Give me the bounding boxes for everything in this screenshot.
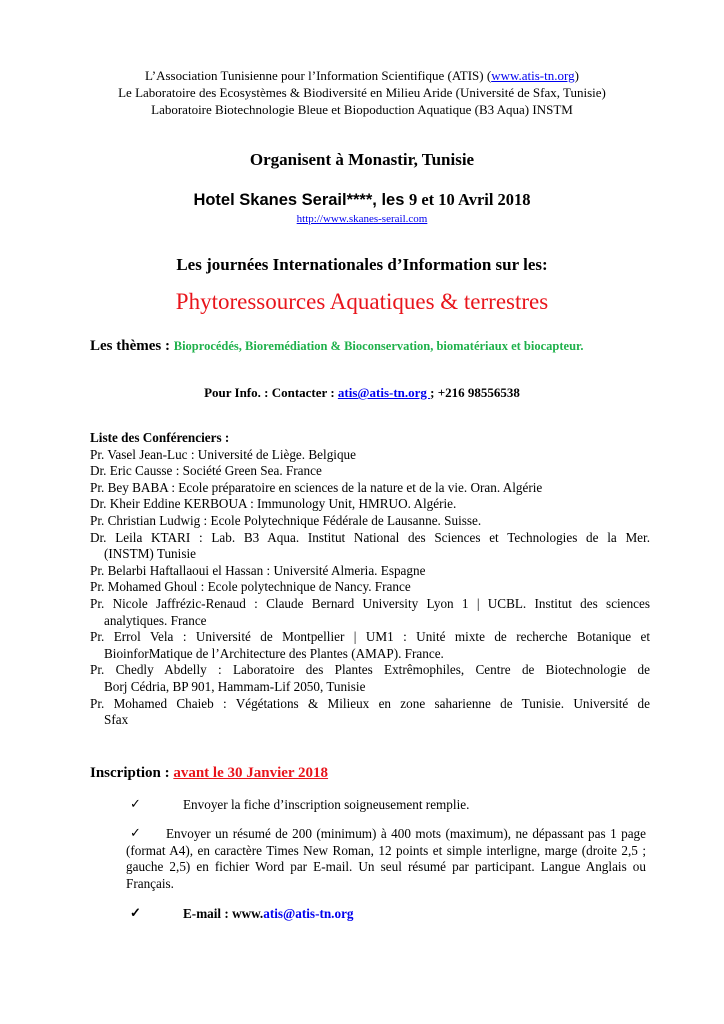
themes-line: Les thèmes : Bioprocédés, Bioremédiation & Bioconservation, biomatériaux et biocapteur. bbox=[90, 338, 584, 354]
speaker-item-continuation: Sfax bbox=[104, 712, 129, 728]
header-line-atis: L’Association Tunisienne pour l’Information Scientifique (ATIS) (www.atis-tn.org) bbox=[145, 68, 579, 83]
header-line-b3aqua: Laboratoire Biotechnologie Bleue et Biopoduction Aquatique (B3 Aqua) INSTM bbox=[151, 102, 573, 117]
speaker-item-continuation: analytiques. France bbox=[104, 612, 207, 628]
event-title: Phytoressources Aquatiques & terrestres bbox=[175, 289, 549, 314]
check-icon: ✓ bbox=[130, 905, 141, 920]
speaker-item: Pr. Christian Ludwig : Ecole Polytechnique Fédérale de Lausanne. Suisse. bbox=[90, 512, 482, 528]
speaker-item: Pr. Chedly Abdelly : Laboratoire des Plantes Extrêmophiles, Centre de Biotechnologie de bbox=[90, 662, 650, 678]
speaker-item: Dr. Eric Causse : Société Green Sea. France bbox=[90, 463, 322, 479]
inscription-email-link[interactable]: atis@atis-tn.org bbox=[263, 906, 354, 921]
atis-website-link[interactable]: www.atis-tn.org bbox=[491, 68, 575, 83]
speaker-item-continuation: BioinforMatique de l’Architecture des Plantes (AMAP). France. bbox=[104, 645, 444, 661]
speaker-item: Pr. Mohamed Ghoul : Ecole polytechnique de Nancy. France bbox=[90, 579, 411, 595]
hotel-heading: Hotel Skanes Serail****, les 9 et 10 Avril 2018 bbox=[193, 190, 531, 209]
inscription-bullet-2: Envoyer un résumé de 200 (minimum) à 400 mots (maximum), ne dépassant pas 1 page (format A4), en caractère Times New Roman, 12 points et simple interligne, marge (droite 2,5 ; gauche 2,5) en fichier Word par E-mail. Un seul résumé par participant. Langue Anglais ou Français. bbox=[126, 826, 646, 891]
speaker-item-continuation: Borj Cédria, BP 901, Hammam-Lif 2050, Tunisie bbox=[104, 678, 366, 694]
speaker-item: Pr. Vasel Jean-Luc : Université de Liège. Belgique bbox=[90, 446, 356, 462]
contact-line: Pour Info. : Contacter : atis@atis-tn.org ; +216 98556538 bbox=[204, 385, 520, 400]
speaker-item: Dr. Kheir Eddine KERBOUA : Immunology Unit, HMRUO. Algérie. bbox=[90, 496, 457, 512]
check-icon: ✓ bbox=[130, 796, 141, 811]
journees-heading: Les journées Internationales d’Information sur les: bbox=[176, 255, 548, 274]
speaker-item: Pr. Belarbi Haftallaoui el Hassan : Université Almeria. Espagne bbox=[90, 562, 426, 578]
speaker-item: Pr. Errol Vela : Université de Montpellier | UM1 : Unité mixte de recherche Botanique et bbox=[90, 629, 650, 645]
organise-heading: Organisent à Monastir, Tunisie bbox=[249, 150, 475, 169]
contact-email-link[interactable]: atis@atis-tn.org bbox=[337, 385, 431, 400]
hotel-url-line bbox=[0, 213, 724, 225]
header-line-laboratoire: Le Laboratoire des Ecosystèmes & Biodiversité en Milieu Aride (Université de Sfax, Tunisie) bbox=[118, 85, 606, 100]
themes-value: Bioprocédés, Bioremédiation & Bioconservation, biomatériaux et biocapteur. bbox=[173, 339, 584, 353]
check-icon: ✓ bbox=[130, 825, 141, 840]
speakers-title: Liste des Conférenciers : bbox=[90, 430, 230, 445]
speaker-item: Pr. Nicole Jaffrézic-Renaud : Claude Bernard University Lyon 1 | UCBL. Institut des sciences bbox=[90, 595, 650, 611]
inscription-deadline: avant le 30 Janvier 2018 bbox=[173, 765, 329, 781]
inscription-bullet-1: Envoyer la fiche d’inscription soigneusement remplie. bbox=[183, 797, 470, 812]
inscription-heading: Inscription : avant le 30 Janvier 2018 bbox=[90, 765, 329, 781]
inscription-email-line: E-mail : www.atis@atis-tn.org bbox=[183, 906, 354, 921]
speaker-item-continuation: (INSTM) Tunisie bbox=[104, 546, 196, 562]
speaker-item: Dr. Leila KTARI : Lab. B3 Aqua. Institut National des Sciences et Technologies de la Mer. bbox=[90, 529, 650, 545]
speaker-item: Pr. Mohamed Chaieb : Végétations & Milieux en zone saharienne de Tunisie. Université de bbox=[90, 695, 650, 711]
speakers-list bbox=[90, 430, 650, 729]
hotel-website-link[interactable]: http://www.skanes-serail.com bbox=[296, 213, 428, 225]
speaker-item: Pr. Bey BABA : Ecole préparatoire en sciences de la nature et de la vie. Oran. Algérie bbox=[90, 479, 543, 495]
